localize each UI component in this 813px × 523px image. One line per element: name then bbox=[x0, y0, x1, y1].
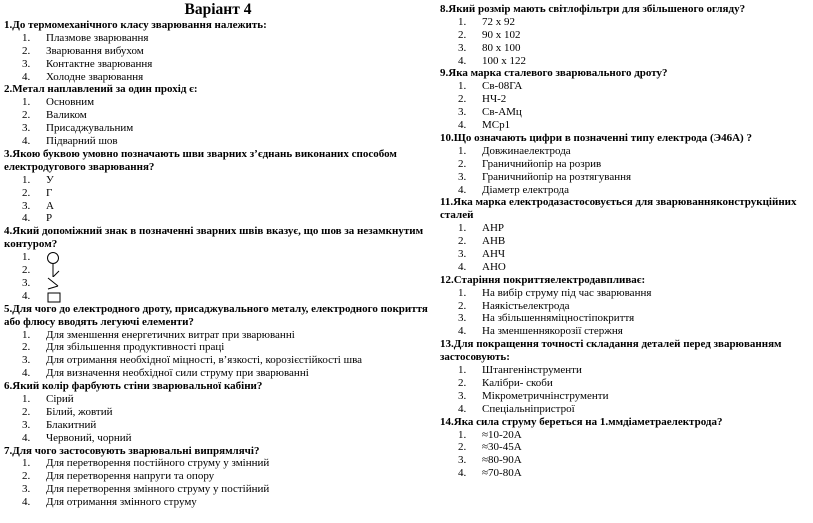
option-number: 1. bbox=[458, 428, 467, 441]
question-12 bbox=[440, 274, 812, 338]
answer-option bbox=[4, 264, 432, 277]
question-2 bbox=[4, 83, 432, 147]
option-number: 3. bbox=[458, 106, 467, 119]
answer-option bbox=[440, 106, 812, 119]
answer-option bbox=[440, 390, 812, 403]
question-text: 4.Який допоміжний знак в позначенні зварних швів вказує, що шов за незамкнутим контуром? bbox=[4, 225, 424, 251]
question-5 bbox=[4, 303, 432, 380]
option-number: 2. bbox=[458, 299, 467, 312]
option-number: 4. bbox=[458, 260, 467, 273]
option-number: 2. bbox=[458, 93, 467, 106]
option-label: Блакитний bbox=[46, 418, 97, 431]
option-number: 1. bbox=[22, 96, 31, 109]
option-number: 3. bbox=[22, 354, 31, 367]
left-column bbox=[4, 0, 432, 509]
answer-option bbox=[4, 341, 432, 354]
option-list bbox=[440, 287, 812, 339]
option-number: 4. bbox=[458, 54, 467, 67]
option-label: ≈10-20А bbox=[482, 428, 522, 441]
option-label: Граничнийопір на розтягування bbox=[482, 170, 632, 183]
answer-option bbox=[4, 432, 432, 445]
answer-option bbox=[440, 145, 812, 158]
option-number: 3. bbox=[22, 57, 31, 70]
option-number: 4. bbox=[458, 402, 467, 415]
right-column bbox=[440, 3, 812, 480]
option-label: АНЧ bbox=[482, 248, 506, 260]
question-11 bbox=[440, 196, 812, 273]
option-list bbox=[4, 457, 432, 509]
question-text: 6.Який колір фарбують стіни зварювальної кабіни? bbox=[4, 380, 263, 393]
question-text: 2.Метал наплавлений за один прохід є: bbox=[4, 83, 198, 96]
option-list bbox=[440, 145, 812, 197]
option-number: 3. bbox=[22, 483, 31, 496]
answer-option bbox=[440, 403, 812, 416]
question-text: 9.Яка марка сталевого зварювального дроту? bbox=[440, 67, 668, 80]
option-number: 4. bbox=[22, 289, 31, 302]
question-text: 8.Який розмір мають світлофільтри для збільшеного огляду? bbox=[440, 3, 746, 15]
answer-option bbox=[4, 174, 432, 187]
answer-option bbox=[440, 222, 812, 235]
answer-option bbox=[4, 470, 432, 483]
option-number: 1. bbox=[458, 80, 467, 93]
option-label: Для визначення необхідної сили струму при зварюванні bbox=[46, 367, 309, 380]
option-label: ≈70-80А bbox=[482, 467, 522, 480]
answer-option bbox=[4, 187, 432, 200]
answer-option bbox=[440, 248, 812, 261]
flag-triangle-symbol-icon bbox=[46, 290, 64, 307]
question-4 bbox=[4, 225, 432, 302]
option-label: Св-АМц bbox=[482, 106, 522, 119]
option-label: ≈30-45А bbox=[482, 441, 522, 454]
option-label: Г bbox=[46, 186, 53, 199]
option-label: 100 х 122 bbox=[482, 54, 526, 67]
option-label: Білий, жовтий bbox=[46, 405, 113, 418]
option-label: АНР bbox=[482, 222, 505, 235]
answer-option bbox=[440, 454, 812, 467]
option-number: 2. bbox=[458, 441, 467, 454]
answer-option bbox=[4, 58, 432, 71]
option-list bbox=[4, 174, 432, 226]
option-number: 2. bbox=[22, 109, 31, 122]
option-number: 2. bbox=[22, 405, 31, 418]
answer-option bbox=[4, 290, 432, 303]
answer-option bbox=[440, 364, 812, 377]
option-label: Штангенінструменти bbox=[482, 364, 582, 377]
option-label: Плазмове зварювання bbox=[46, 31, 149, 44]
option-number: 4. bbox=[458, 119, 467, 132]
option-number: 1. bbox=[22, 328, 31, 341]
option-list bbox=[4, 329, 432, 381]
option-label: У bbox=[46, 173, 54, 186]
question-10 bbox=[440, 132, 812, 196]
option-label: МСр1 bbox=[482, 119, 511, 132]
option-number: 3. bbox=[458, 389, 467, 402]
option-number: 3. bbox=[22, 276, 31, 289]
option-list bbox=[440, 429, 812, 481]
answer-option bbox=[440, 184, 812, 197]
answer-option bbox=[440, 42, 812, 55]
option-number: 1. bbox=[458, 15, 467, 28]
option-number: 4. bbox=[458, 183, 467, 196]
answer-option bbox=[4, 483, 432, 496]
option-label: Присаджувальним bbox=[46, 122, 134, 135]
option-label: Довжинаелектрода bbox=[482, 144, 571, 157]
option-label: Для збільшення продуктивності праці bbox=[46, 341, 225, 354]
question-7 bbox=[4, 445, 432, 509]
option-label: А bbox=[46, 199, 54, 212]
option-label: Контактне зварювання bbox=[46, 57, 153, 70]
question-text: 5.Для чого до електродного дроту, присаджувального металу, електродного покриття або флюсу вводять легуючі елементи? bbox=[4, 302, 428, 328]
option-number: 2. bbox=[22, 44, 31, 57]
answer-option bbox=[4, 354, 432, 367]
option-label: 72 х 92 bbox=[482, 15, 515, 28]
answer-option bbox=[4, 135, 432, 148]
option-list bbox=[4, 251, 432, 303]
answer-option bbox=[440, 29, 812, 42]
answer-option bbox=[4, 71, 432, 84]
left-question-list bbox=[4, 19, 432, 509]
question-text: 14.Яка сила струму береться на 1.ммдіаметраелектрода? bbox=[440, 415, 723, 428]
answer-option bbox=[4, 109, 432, 122]
option-label: На вибір струму під час зварювання bbox=[482, 286, 652, 299]
option-number: 4. bbox=[22, 496, 31, 509]
question-13 bbox=[440, 338, 812, 415]
option-number: 4. bbox=[22, 212, 31, 225]
option-number: 1. bbox=[22, 31, 31, 44]
option-number: 4. bbox=[22, 367, 31, 380]
answer-option bbox=[440, 287, 812, 300]
option-number: 2. bbox=[22, 341, 31, 354]
option-number: 2. bbox=[458, 235, 467, 248]
question-1 bbox=[4, 19, 432, 83]
option-label: АНО bbox=[482, 260, 506, 273]
option-list bbox=[440, 80, 812, 132]
answer-option bbox=[4, 419, 432, 432]
answer-option bbox=[440, 80, 812, 93]
option-label: Граничнийопір на розрив bbox=[482, 157, 602, 170]
answer-option bbox=[4, 406, 432, 419]
answer-option bbox=[4, 122, 432, 135]
question-text: 12.Старіння покриттяелектродавпливає: bbox=[440, 273, 646, 286]
option-label: 80 х 100 bbox=[482, 41, 521, 54]
option-number: 2. bbox=[22, 186, 31, 199]
option-number: 1. bbox=[22, 251, 31, 264]
option-number: 1. bbox=[22, 392, 31, 405]
option-number: 3. bbox=[458, 41, 467, 54]
answer-option bbox=[440, 158, 812, 171]
answer-option bbox=[440, 235, 812, 248]
question-6 bbox=[4, 380, 432, 444]
option-label: НЧ-2 bbox=[482, 93, 507, 106]
answer-option bbox=[4, 212, 432, 225]
option-label: Зварювання вибухом bbox=[46, 44, 144, 57]
option-label: Спеціальніпристрої bbox=[482, 402, 575, 415]
answer-option bbox=[4, 200, 432, 213]
question-text: 1.До термомеханічного класу зварювання належить: bbox=[4, 19, 267, 31]
answer-option bbox=[440, 93, 812, 106]
option-number: 2. bbox=[458, 376, 467, 389]
option-number: 2. bbox=[22, 264, 31, 277]
question-text: 10.Що означають цифри в позначенні типу електрода (Э46А) ? bbox=[440, 131, 752, 144]
answer-option bbox=[440, 16, 812, 29]
answer-option bbox=[440, 377, 812, 390]
option-label: Наякістьелектрода bbox=[482, 299, 570, 312]
answer-option bbox=[440, 467, 812, 480]
option-label: Валиком bbox=[46, 109, 87, 122]
option-number: 3. bbox=[458, 248, 467, 260]
option-label: Для перетворення змінного струму у постійний bbox=[46, 483, 270, 496]
option-label: На зменшеннякорозії стержня bbox=[482, 325, 623, 338]
option-number: 1. bbox=[458, 364, 467, 377]
option-number: 3. bbox=[458, 312, 467, 325]
question-text: 3.Якою буквою умовно позначають шви зварних з’єднань виконаних способом електродугового зварювання? bbox=[4, 147, 397, 173]
option-number: 1. bbox=[458, 144, 467, 157]
option-number: 2. bbox=[22, 470, 31, 483]
option-label: Для перетворення постійного струму у змінний bbox=[46, 457, 270, 470]
option-number: 3. bbox=[22, 418, 31, 431]
option-number: 3. bbox=[458, 170, 467, 183]
option-label: ≈80-90А bbox=[482, 454, 522, 467]
answer-option bbox=[440, 312, 812, 325]
page-title: Варіант 4 bbox=[184, 1, 252, 18]
option-label: Основним bbox=[46, 96, 95, 109]
option-label: Червоний, чорний bbox=[46, 431, 132, 444]
answer-option bbox=[4, 367, 432, 380]
answer-option bbox=[4, 329, 432, 342]
option-list bbox=[4, 96, 432, 148]
answer-option bbox=[4, 96, 432, 109]
option-label: Калібри- скоби bbox=[482, 376, 553, 389]
question-3 bbox=[4, 148, 432, 225]
option-number: 4. bbox=[22, 135, 31, 148]
answer-option bbox=[4, 393, 432, 406]
answer-option bbox=[440, 119, 812, 132]
option-label: Для отримання необхідної міцності, в’язкості, корозієстійкості шва bbox=[46, 354, 363, 367]
option-number: 1. bbox=[458, 222, 467, 235]
option-number: 2. bbox=[458, 157, 467, 170]
option-number: 3. bbox=[458, 454, 467, 467]
option-list bbox=[4, 393, 432, 445]
option-number: 3. bbox=[22, 199, 31, 212]
option-label: 90 х 102 bbox=[482, 28, 521, 41]
option-label: Для зменшення енергетичних витрат при зварюванні bbox=[46, 328, 295, 341]
answer-option bbox=[4, 457, 432, 470]
option-label: Р bbox=[46, 212, 53, 225]
option-number: 1. bbox=[22, 173, 31, 186]
option-label: Св-08ГА bbox=[482, 80, 523, 93]
option-list bbox=[440, 364, 812, 416]
option-label: Холодне зварювання bbox=[46, 70, 144, 83]
option-number: 4. bbox=[22, 431, 31, 444]
option-label: Мікрометричнінструменти bbox=[482, 389, 609, 402]
answer-option bbox=[440, 55, 812, 68]
option-label: АНВ bbox=[482, 235, 506, 248]
option-label: Для перетворення напруги та опору bbox=[46, 470, 215, 483]
option-number: 4. bbox=[458, 325, 467, 338]
question-14 bbox=[440, 416, 812, 480]
answer-option bbox=[4, 496, 432, 509]
option-label: На збільшенняміцностіпокриття bbox=[482, 312, 635, 325]
option-list bbox=[4, 32, 432, 84]
option-label: Сірий bbox=[46, 392, 74, 405]
option-label: Підварний шов bbox=[46, 135, 118, 148]
option-label: Діаметр електрода bbox=[482, 183, 570, 196]
answer-option bbox=[440, 441, 812, 454]
option-number: 4. bbox=[22, 70, 31, 83]
option-number: 4. bbox=[458, 467, 467, 480]
answer-option bbox=[4, 45, 432, 58]
question-text: 7.Для чого застосовують зварювальні випрямлячі? bbox=[4, 444, 260, 457]
answer-option bbox=[4, 251, 432, 264]
option-number: 1. bbox=[458, 286, 467, 299]
option-number: 1. bbox=[22, 457, 31, 470]
option-list bbox=[440, 222, 812, 274]
answer-option bbox=[440, 261, 812, 274]
answer-option bbox=[4, 32, 432, 45]
answer-option bbox=[440, 429, 812, 442]
question-9 bbox=[440, 67, 812, 131]
option-number: 3. bbox=[22, 122, 31, 135]
answer-option bbox=[440, 300, 812, 313]
option-label: Для отримання змінного струму bbox=[46, 496, 197, 509]
answer-option bbox=[440, 171, 812, 184]
question-text: 13.Для покращення точності складання деталей перед зварюванням застосовують: bbox=[440, 338, 782, 364]
answer-option bbox=[440, 325, 812, 338]
option-list bbox=[440, 16, 812, 68]
answer-option bbox=[4, 277, 432, 290]
question-text: 11.Яка марка електродазастосовується для зварюванняконструкційних сталей bbox=[440, 196, 797, 222]
option-number: 2. bbox=[458, 28, 467, 41]
question-8 bbox=[440, 3, 812, 67]
right-question-list bbox=[440, 3, 812, 480]
